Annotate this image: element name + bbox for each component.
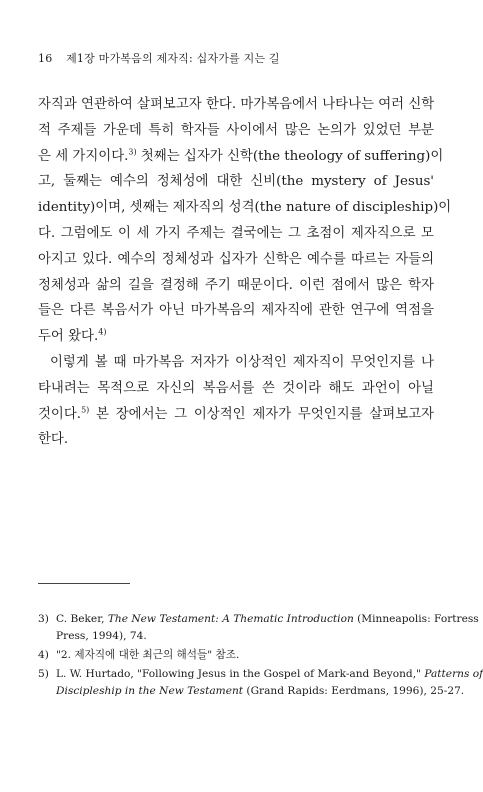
footnote	[38, 611, 479, 645]
footnote-line	[56, 683, 465, 700]
text-line: 타내려는 목적으로 자신의 복음서를 쓴 것이라 해도 과언이 아닐	[38, 380, 434, 396]
footnote	[38, 647, 438, 664]
footnote-number: 4)	[38, 649, 49, 661]
footnote-ref[interactable]: 4)	[98, 327, 107, 337]
citation-title: Patterns of	[424, 668, 483, 680]
citation-text: (Grand Rapids: Eerdmans, 1996), 25-27.	[243, 685, 465, 697]
citation-text: (Minneapolis: Fortress	[353, 613, 479, 625]
footnote-number: 3)	[38, 613, 49, 625]
page-number: 16	[38, 52, 53, 65]
text-line	[38, 144, 444, 170]
chapter-title: 제1장 마가복음의 제자직: 십자가를 지는 길	[66, 52, 280, 65]
body-text	[38, 92, 452, 453]
footnote-number: 5)	[38, 668, 49, 680]
footnotes	[38, 611, 483, 702]
footnote-line	[56, 647, 438, 664]
text-segment: 두어 왔다.	[38, 329, 99, 345]
footnote	[38, 666, 483, 700]
footnote-line	[56, 666, 483, 683]
footnote-ref[interactable]: 5)	[81, 405, 90, 415]
text-line: 아지고 있다. 예수의 정체성과 십자가 신학은 예수를 따르는 자들의	[38, 251, 434, 267]
text-line	[38, 324, 434, 350]
footnote-line	[56, 611, 479, 628]
text-line: identity)이며, 셋째는 제자직의 성격(the nature of discipleship)이	[38, 200, 452, 216]
text-line: 적 주제들 가운데 특히 학자들 사이에서 많은 논의가 있었던 부분	[38, 122, 434, 138]
citation-title: The New Testament: A Thematic Introduction	[107, 613, 354, 625]
text-line: 한다.	[38, 432, 69, 448]
citation-text: "2. 제자직에 대한 최근의 해석들" 참조.	[56, 649, 240, 661]
text-segment: 것이다.	[38, 406, 82, 422]
text-line	[38, 402, 434, 428]
text-segment: 은 세 가지이다.	[38, 148, 129, 164]
footnote-ref[interactable]: 3)	[128, 147, 137, 157]
citation-title: Discipleship in the New Testament	[56, 685, 244, 697]
text-line: 다. 그럼에도 이 세 가지 주제는 결국에는 그 초점이 제자직으로 모	[38, 225, 434, 241]
text-line: 정체성과 삶의 길을 결정해 주기 때문이다. 이런 점에서 많은 학자	[38, 277, 434, 293]
running-header	[38, 50, 280, 66]
footnote-line	[56, 628, 438, 645]
text-line: 자직과 연관하여 살펴보고자 한다. 마가복음에서 나타나는 여러 신학	[38, 97, 435, 112]
text-line: 고, 둘째는 예수의 정체성에 대한 신비(the mystery of Jesus'	[38, 174, 434, 190]
text-segment: 본 장에서는 그 이상적인 제자가 무엇인지를 살펴보고자	[89, 406, 434, 422]
citation-text: L. W. Hurtado, "Following Jesus in the Gospel of Mark-and Beyond,"	[56, 668, 425, 680]
text-line: 이렇게 볼 때 마가복음 저자가 이상적인 제자직이 무엇인지를 나	[50, 354, 434, 370]
text-segment: 첫째는 십자가 신학(the theology of suffering)이	[136, 148, 444, 164]
footnote-divider	[38, 583, 130, 584]
citation-text: Press, 1994), 74.	[56, 630, 147, 642]
text-line: 들은 다른 복음서가 아닌 마가복음의 제자직에 관한 연구에 역점을	[38, 303, 434, 319]
citation-text: C. Beker,	[56, 613, 108, 625]
